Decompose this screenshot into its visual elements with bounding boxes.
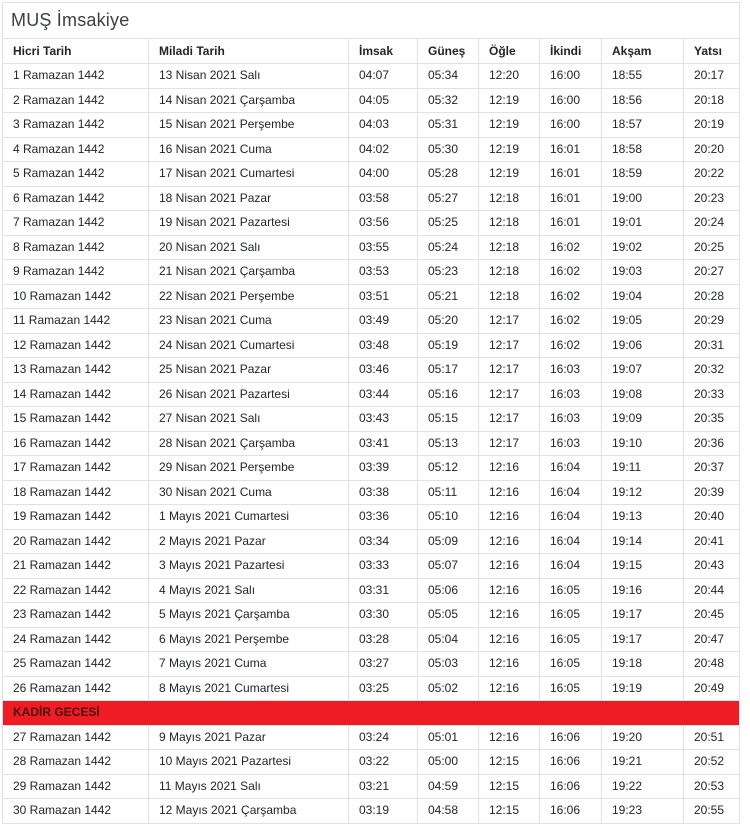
table-cell: 05:21 — [418, 284, 479, 309]
table-cell: 05:13 — [418, 431, 479, 456]
table-cell: 16 Ramazan 1442 — [3, 431, 149, 456]
table-cell: 20:35 — [684, 407, 740, 432]
table-cell: 19:20 — [602, 725, 684, 750]
table-cell: 03:27 — [349, 652, 418, 677]
table-cell: 3 Mayıs 2021 Pazartesi — [149, 554, 349, 579]
table-cell: 20:31 — [684, 333, 740, 358]
table-cell: 20:19 — [684, 113, 740, 138]
table-cell: 12:16 — [479, 529, 540, 554]
table-cell: 20 Nisan 2021 Salı — [149, 235, 349, 260]
table-cell: 16:06 — [540, 725, 602, 750]
table-cell: 20:40 — [684, 505, 740, 530]
table-cell: 20:25 — [684, 235, 740, 260]
table-cell: 12:18 — [479, 186, 540, 211]
table-cell: 18:55 — [602, 64, 684, 89]
table-cell: 16:04 — [540, 554, 602, 579]
table-cell: 2 Mayıs 2021 Pazar — [149, 529, 349, 554]
table-row — [3, 186, 740, 211]
table-cell: 12:16 — [479, 554, 540, 579]
table-cell: 16:00 — [540, 113, 602, 138]
column-header: Yatsı — [684, 39, 740, 64]
table-row — [3, 676, 740, 701]
table-cell: 03:24 — [349, 725, 418, 750]
table-cell: 20:51 — [684, 725, 740, 750]
table-cell: 12:17 — [479, 382, 540, 407]
table-cell: 12 Mayıs 2021 Çarşamba — [149, 799, 349, 824]
table-row — [3, 211, 740, 236]
table-row — [3, 358, 740, 383]
table-cell: 05:27 — [418, 186, 479, 211]
table-cell: 19:17 — [602, 603, 684, 628]
table-cell: 11 Mayıs 2021 Salı — [149, 774, 349, 799]
table-cell: 12:16 — [479, 676, 540, 701]
table-cell: 29 Nisan 2021 Perşembe — [149, 456, 349, 481]
table-cell: 12:16 — [479, 578, 540, 603]
table-cell: 23 Nisan 2021 Cuma — [149, 309, 349, 334]
table-cell: 16:02 — [540, 333, 602, 358]
table-cell: 05:06 — [418, 578, 479, 603]
table-cell: 18:59 — [602, 162, 684, 187]
table-cell: 04:07 — [349, 64, 418, 89]
table-cell: 03:33 — [349, 554, 418, 579]
table-cell: 20:53 — [684, 774, 740, 799]
table-cell: 19:21 — [602, 750, 684, 775]
table-cell: 20:43 — [684, 554, 740, 579]
table-cell: 30 Nisan 2021 Cuma — [149, 480, 349, 505]
table-cell: 20:39 — [684, 480, 740, 505]
table-cell: 05:17 — [418, 358, 479, 383]
table-cell: 23 Ramazan 1442 — [3, 603, 149, 628]
table-cell: 03:34 — [349, 529, 418, 554]
kadir-gecesi-banner-label: KADİR GECESİ — [3, 701, 740, 726]
table-cell: 19 Ramazan 1442 — [3, 505, 149, 530]
table-cell: 05:01 — [418, 725, 479, 750]
table-cell: 03:31 — [349, 578, 418, 603]
table-cell: 8 Ramazan 1442 — [3, 235, 149, 260]
table-cell: 20:44 — [684, 578, 740, 603]
table-row — [3, 799, 740, 824]
table-cell: 22 Nisan 2021 Perşembe — [149, 284, 349, 309]
table-cell: 19:03 — [602, 260, 684, 285]
table-cell: 22 Ramazan 1442 — [3, 578, 149, 603]
table-cell: 19:12 — [602, 480, 684, 505]
table-cell: 20:52 — [684, 750, 740, 775]
table-cell: 26 Ramazan 1442 — [3, 676, 149, 701]
table-cell: 12:17 — [479, 309, 540, 334]
table-row — [3, 260, 740, 285]
table-cell: 20:29 — [684, 309, 740, 334]
table-row — [3, 407, 740, 432]
table-cell: 21 Ramazan 1442 — [3, 554, 149, 579]
table-cell: 05:04 — [418, 627, 479, 652]
table-cell: 16:00 — [540, 88, 602, 113]
table-cell: 12:20 — [479, 64, 540, 89]
table-cell: 03:22 — [349, 750, 418, 775]
table-cell: 12:15 — [479, 750, 540, 775]
kadir-gecesi-banner-row — [3, 701, 740, 726]
table-cell: 05:28 — [418, 162, 479, 187]
table-cell: 03:19 — [349, 799, 418, 824]
table-cell: 05:30 — [418, 137, 479, 162]
table-cell: 03:58 — [349, 186, 418, 211]
table-cell: 16:05 — [540, 652, 602, 677]
table-cell: 20:33 — [684, 382, 740, 407]
table-row — [3, 505, 740, 530]
table-cell: 12:19 — [479, 113, 540, 138]
table-cell: 20:28 — [684, 284, 740, 309]
table-cell: 04:03 — [349, 113, 418, 138]
table-cell: 20:37 — [684, 456, 740, 481]
table-cell: 03:49 — [349, 309, 418, 334]
table-cell: 16:01 — [540, 211, 602, 236]
table-cell: 12:15 — [479, 799, 540, 824]
table-cell: 05:31 — [418, 113, 479, 138]
column-header: Hicri Tarih — [3, 39, 149, 64]
table-cell: 5 Ramazan 1442 — [3, 162, 149, 187]
table-cell: 16:05 — [540, 676, 602, 701]
table-cell: 16:05 — [540, 603, 602, 628]
table-row — [3, 137, 740, 162]
table-cell: 28 Nisan 2021 Çarşamba — [149, 431, 349, 456]
table-cell: 18:56 — [602, 88, 684, 113]
table-cell: 19 Nisan 2021 Pazartesi — [149, 211, 349, 236]
table-cell: 12:19 — [479, 137, 540, 162]
table-cell: 19:13 — [602, 505, 684, 530]
table-cell: 7 Mayıs 2021 Cuma — [149, 652, 349, 677]
table-cell: 12:16 — [479, 480, 540, 505]
column-header: Akşam — [602, 39, 684, 64]
table-cell: 18:58 — [602, 137, 684, 162]
table-cell: 19:05 — [602, 309, 684, 334]
table-cell: 05:25 — [418, 211, 479, 236]
table-row — [3, 652, 740, 677]
table-cell: 05:23 — [418, 260, 479, 285]
table-cell: 05:24 — [418, 235, 479, 260]
table-cell: 16:03 — [540, 407, 602, 432]
table-cell: 05:09 — [418, 529, 479, 554]
table-cell: 1 Ramazan 1442 — [3, 64, 149, 89]
table-cell: 24 Nisan 2021 Cumartesi — [149, 333, 349, 358]
table-cell: 27 Nisan 2021 Salı — [149, 407, 349, 432]
table-cell: 03:38 — [349, 480, 418, 505]
table-cell: 12:16 — [479, 505, 540, 530]
table-cell: 19:11 — [602, 456, 684, 481]
table-row — [3, 431, 740, 456]
table-cell: 5 Mayıs 2021 Çarşamba — [149, 603, 349, 628]
table-cell: 05:11 — [418, 480, 479, 505]
table-cell: 05:15 — [418, 407, 479, 432]
table-cell: 19:01 — [602, 211, 684, 236]
table-cell: 03:44 — [349, 382, 418, 407]
table-cell: 28 Ramazan 1442 — [3, 750, 149, 775]
table-row — [3, 113, 740, 138]
table-cell: 29 Ramazan 1442 — [3, 774, 149, 799]
table-cell: 6 Mayıs 2021 Perşembe — [149, 627, 349, 652]
table-cell: 19:04 — [602, 284, 684, 309]
table-cell: 16:02 — [540, 309, 602, 334]
table-cell: 19:00 — [602, 186, 684, 211]
table-cell: 13 Ramazan 1442 — [3, 358, 149, 383]
column-header: İmsak — [349, 39, 418, 64]
table-cell: 19:16 — [602, 578, 684, 603]
table-row — [3, 750, 740, 775]
table-cell: 20:32 — [684, 358, 740, 383]
table-cell: 19:14 — [602, 529, 684, 554]
table-cell: 19:18 — [602, 652, 684, 677]
table-cell: 05:16 — [418, 382, 479, 407]
table-cell: 30 Ramazan 1442 — [3, 799, 149, 824]
table-cell: 6 Ramazan 1442 — [3, 186, 149, 211]
table-cell: 17 Ramazan 1442 — [3, 456, 149, 481]
table-cell: 10 Mayıs 2021 Pazartesi — [149, 750, 349, 775]
table-cell: 9 Mayıs 2021 Pazar — [149, 725, 349, 750]
table-cell: 20:36 — [684, 431, 740, 456]
table-cell: 17 Nisan 2021 Cumartesi — [149, 162, 349, 187]
table-cell: 12:16 — [479, 725, 540, 750]
table-cell: 03:55 — [349, 235, 418, 260]
table-cell: 20:23 — [684, 186, 740, 211]
table-cell: 18 Ramazan 1442 — [3, 480, 149, 505]
table-cell: 03:28 — [349, 627, 418, 652]
table-cell: 12:18 — [479, 260, 540, 285]
table-cell: 19:22 — [602, 774, 684, 799]
table-cell: 19:07 — [602, 358, 684, 383]
table-cell: 16:01 — [540, 162, 602, 187]
table-cell: 20:20 — [684, 137, 740, 162]
table-cell: 1 Mayıs 2021 Cumartesi — [149, 505, 349, 530]
table-cell: 16:05 — [540, 578, 602, 603]
table-cell: 25 Ramazan 1442 — [3, 652, 149, 677]
column-header: Miladi Tarih — [149, 39, 349, 64]
column-header: Öğle — [479, 39, 540, 64]
table-cell: 03:53 — [349, 260, 418, 285]
table-cell: 05:12 — [418, 456, 479, 481]
table-row — [3, 529, 740, 554]
table-row — [3, 774, 740, 799]
table-cell: 05:19 — [418, 333, 479, 358]
table-cell: 16:03 — [540, 431, 602, 456]
table-cell: 16:00 — [540, 64, 602, 89]
table-cell: 16:02 — [540, 260, 602, 285]
table-cell: 16:06 — [540, 799, 602, 824]
table-header-row — [3, 39, 740, 64]
table-cell: 3 Ramazan 1442 — [3, 113, 149, 138]
table-cell: 03:43 — [349, 407, 418, 432]
table-cell: 03:36 — [349, 505, 418, 530]
table-cell: 12:16 — [479, 456, 540, 481]
table-row — [3, 456, 740, 481]
table-cell: 04:05 — [349, 88, 418, 113]
table-cell: 05:34 — [418, 64, 479, 89]
table-cell: 16:04 — [540, 456, 602, 481]
table-row — [3, 627, 740, 652]
table-row — [3, 162, 740, 187]
table-cell: 20:47 — [684, 627, 740, 652]
table-cell: 12:18 — [479, 284, 540, 309]
table-cell: 16 Nisan 2021 Cuma — [149, 137, 349, 162]
table-cell: 16:02 — [540, 235, 602, 260]
table-cell: 25 Nisan 2021 Pazar — [149, 358, 349, 383]
table-cell: 12:16 — [479, 603, 540, 628]
table-cell: 24 Ramazan 1442 — [3, 627, 149, 652]
table-row — [3, 333, 740, 358]
table-cell: 12:17 — [479, 333, 540, 358]
table-row — [3, 284, 740, 309]
table-cell: 4 Ramazan 1442 — [3, 137, 149, 162]
table-cell: 18 Nisan 2021 Pazar — [149, 186, 349, 211]
table-cell: 19:10 — [602, 431, 684, 456]
table-cell: 04:02 — [349, 137, 418, 162]
table-cell: 10 Ramazan 1442 — [3, 284, 149, 309]
table-cell: 16:01 — [540, 186, 602, 211]
table-cell: 05:07 — [418, 554, 479, 579]
table-cell: 20:55 — [684, 799, 740, 824]
table-cell: 12:18 — [479, 235, 540, 260]
table-cell: 16:02 — [540, 284, 602, 309]
table-cell: 19:15 — [602, 554, 684, 579]
table-cell: 03:48 — [349, 333, 418, 358]
table-cell: 19:19 — [602, 676, 684, 701]
table-cell: 16:01 — [540, 137, 602, 162]
table-cell: 4 Mayıs 2021 Salı — [149, 578, 349, 603]
table-cell: 20:17 — [684, 64, 740, 89]
table-cell: 18:57 — [602, 113, 684, 138]
table-cell: 16:06 — [540, 750, 602, 775]
table-cell: 05:10 — [418, 505, 479, 530]
table-cell: 05:32 — [418, 88, 479, 113]
table-cell: 12:16 — [479, 652, 540, 677]
table-cell: 20:27 — [684, 260, 740, 285]
table-row — [3, 64, 740, 89]
table-cell: 20:22 — [684, 162, 740, 187]
table-cell: 11 Ramazan 1442 — [3, 309, 149, 334]
table-cell: 12 Ramazan 1442 — [3, 333, 149, 358]
table-cell: 19:17 — [602, 627, 684, 652]
table-cell: 7 Ramazan 1442 — [3, 211, 149, 236]
prayer-times-table — [2, 2, 740, 824]
table-cell: 2 Ramazan 1442 — [3, 88, 149, 113]
table-cell: 03:51 — [349, 284, 418, 309]
table-cell: 12:19 — [479, 88, 540, 113]
table-cell: 15 Nisan 2021 Perşembe — [149, 113, 349, 138]
table-cell: 05:02 — [418, 676, 479, 701]
table-cell: 20:18 — [684, 88, 740, 113]
table-cell: 05:20 — [418, 309, 479, 334]
page-title: MUŞ İmsakiye — [3, 3, 740, 39]
table-cell: 20:24 — [684, 211, 740, 236]
table-cell: 05:00 — [418, 750, 479, 775]
table-cell: 20:41 — [684, 529, 740, 554]
table-cell: 04:58 — [418, 799, 479, 824]
table-cell: 04:00 — [349, 162, 418, 187]
table-cell: 20:48 — [684, 652, 740, 677]
column-header: Güneş — [418, 39, 479, 64]
table-cell: 03:25 — [349, 676, 418, 701]
table-row — [3, 309, 740, 334]
table-cell: 12:18 — [479, 211, 540, 236]
table-cell: 16:03 — [540, 382, 602, 407]
table-cell: 14 Ramazan 1442 — [3, 382, 149, 407]
table-row — [3, 578, 740, 603]
table-cell: 05:05 — [418, 603, 479, 628]
table-cell: 12:16 — [479, 627, 540, 652]
table-cell: 16:05 — [540, 627, 602, 652]
table-cell: 03:46 — [349, 358, 418, 383]
table-cell: 12:17 — [479, 358, 540, 383]
table-cell: 20 Ramazan 1442 — [3, 529, 149, 554]
table-cell: 13 Nisan 2021 Salı — [149, 64, 349, 89]
table-cell: 21 Nisan 2021 Çarşamba — [149, 260, 349, 285]
table-cell: 16:03 — [540, 358, 602, 383]
table-cell: 04:59 — [418, 774, 479, 799]
table-row — [3, 725, 740, 750]
table-cell: 03:21 — [349, 774, 418, 799]
table-row — [3, 382, 740, 407]
table-cell: 12:19 — [479, 162, 540, 187]
table-cell: 20:49 — [684, 676, 740, 701]
table-cell: 12:15 — [479, 774, 540, 799]
table-cell: 19:06 — [602, 333, 684, 358]
table-cell: 8 Mayıs 2021 Cumartesi — [149, 676, 349, 701]
table-cell: 19:08 — [602, 382, 684, 407]
column-header: İkindi — [540, 39, 602, 64]
table-cell: 16:04 — [540, 529, 602, 554]
table-cell: 16:04 — [540, 505, 602, 530]
table-cell: 16:06 — [540, 774, 602, 799]
title-row — [3, 3, 740, 39]
table-cell: 27 Ramazan 1442 — [3, 725, 149, 750]
table-row — [3, 603, 740, 628]
table-cell: 9 Ramazan 1442 — [3, 260, 149, 285]
table-cell: 26 Nisan 2021 Pazartesi — [149, 382, 349, 407]
table-cell: 12:17 — [479, 431, 540, 456]
table-cell: 03:30 — [349, 603, 418, 628]
table-cell: 19:02 — [602, 235, 684, 260]
table-cell: 20:45 — [684, 603, 740, 628]
table-row — [3, 235, 740, 260]
table-cell: 03:39 — [349, 456, 418, 481]
table-row — [3, 88, 740, 113]
table-cell: 19:23 — [602, 799, 684, 824]
table-cell: 12:17 — [479, 407, 540, 432]
table-cell: 14 Nisan 2021 Çarşamba — [149, 88, 349, 113]
table-cell: 19:09 — [602, 407, 684, 432]
table-cell: 03:56 — [349, 211, 418, 236]
table-cell: 05:03 — [418, 652, 479, 677]
table-row — [3, 554, 740, 579]
table-cell: 16:04 — [540, 480, 602, 505]
table-cell: 03:41 — [349, 431, 418, 456]
table-cell: 15 Ramazan 1442 — [3, 407, 149, 432]
table-row — [3, 480, 740, 505]
